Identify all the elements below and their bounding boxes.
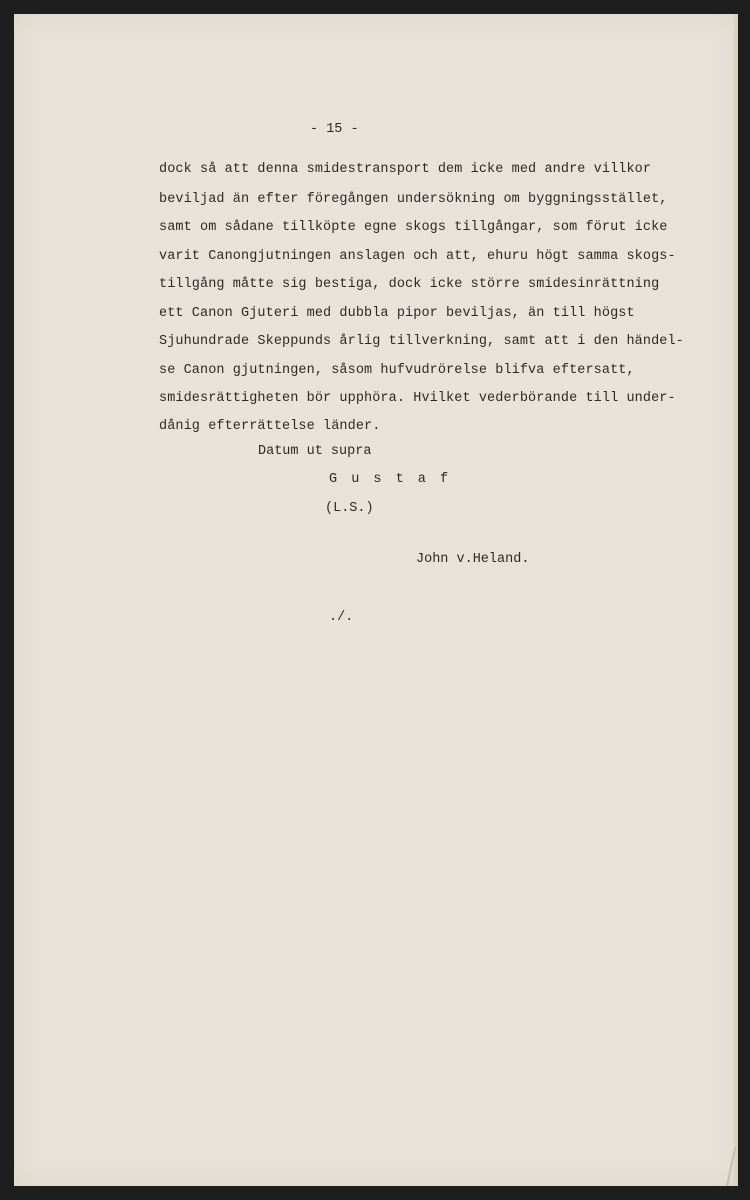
- body-line: beviljad än efter föregången undersökning om byggningsstället,: [159, 192, 668, 207]
- body-line: dock så att denna smidestransport dem icke med andre villkor: [159, 162, 652, 177]
- page-number: - 15 -: [310, 122, 359, 137]
- body-line: Sjuhundrade Skeppunds årlig tillverkning, samt att i den händel-: [159, 334, 684, 349]
- sovereign-signature: G u s t a f: [329, 472, 452, 487]
- page-edge: [734, 14, 738, 1186]
- body-line: varit Canongjutningen anslagen och att, ehuru högt samma skogs-: [159, 249, 676, 264]
- body-line: smidesrättigheten bör upphöra. Hvilket vederbörande till under-: [159, 391, 676, 406]
- body-line: tillgång måtte sig bestiga, dock icke större smidesinrättning: [159, 277, 660, 292]
- countersignature: John v.Heland.: [416, 552, 530, 567]
- body-line: ett Canon Gjuteri med dubbla pipor beviljas, än till högst: [159, 306, 635, 321]
- body-line: dånig efterrättelse länder.: [159, 419, 381, 434]
- seal-mark: (L.S.): [325, 501, 374, 516]
- paper-page: [14, 14, 738, 1186]
- body-line: se Canon gjutningen, såsom hufvudrörelse blifva eftersatt,: [159, 363, 635, 378]
- end-mark: ./.: [329, 610, 354, 625]
- datum-line: Datum ut supra: [258, 444, 372, 459]
- body-line: samt om sådane tillköpte egne skogs tillgångar, som förut icke: [159, 220, 668, 235]
